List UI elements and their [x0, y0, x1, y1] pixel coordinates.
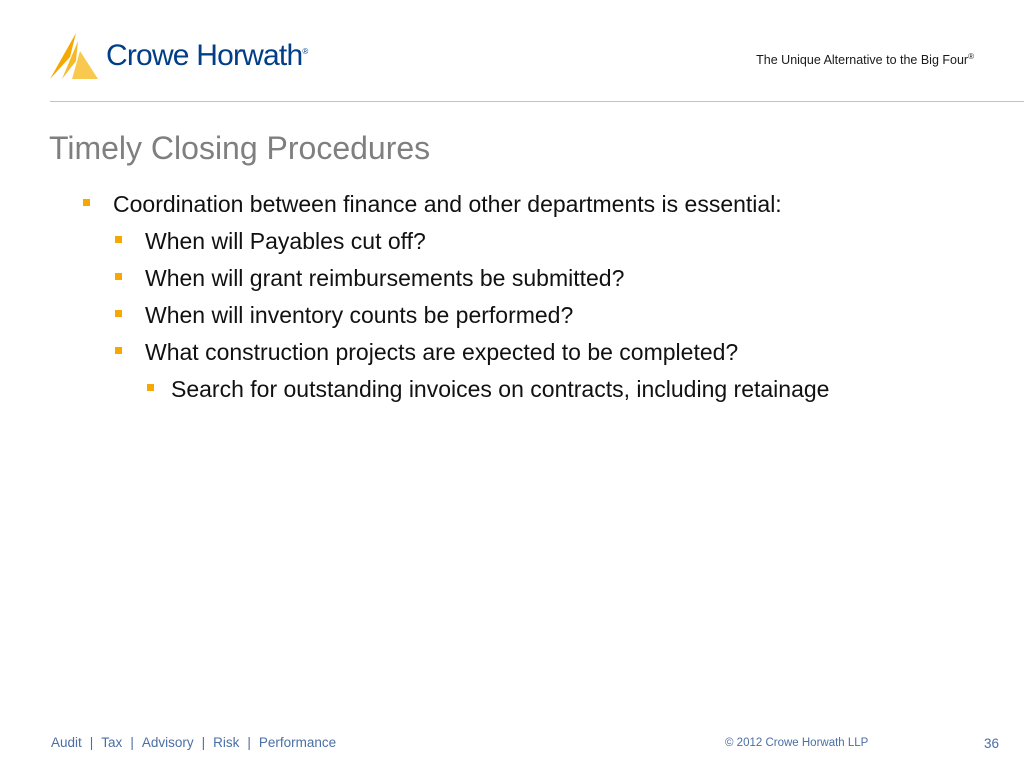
bullet-item: What construction projects are expected to be completed? — [0, 334, 1024, 371]
footer-item-audit: Audit — [51, 735, 82, 750]
bullet-item: When will inventory counts be performed? — [0, 297, 1024, 334]
footer-item-advisory: Advisory — [141, 735, 194, 750]
square-bullet-icon — [83, 199, 90, 206]
footer-separator: | — [201, 735, 206, 750]
bullet-list — [0, 186, 1024, 408]
square-bullet-icon — [115, 236, 122, 243]
copyright-notice: © 2012 Crowe Horwath LLP — [725, 737, 869, 749]
footer-separator: | — [130, 735, 134, 750]
square-bullet-icon — [147, 384, 154, 391]
slide-title: Timely Closing Procedures — [49, 130, 431, 166]
bullet-item: Coordination between finance and other departments is essential: — [0, 186, 1024, 223]
footer-separator: | — [89, 735, 94, 750]
bullet-item: When will Payables cut off? — [0, 223, 1024, 260]
footer-separator: | — [247, 735, 251, 750]
footer-item-tax: Tax — [101, 735, 123, 750]
bullet-item: When will grant reimbursements be submitted? — [0, 260, 1024, 297]
bullet-item: Search for outstanding invoices on contracts, including retainage — [0, 371, 1024, 408]
square-bullet-icon — [115, 273, 122, 280]
gold-flame-logo-icon — [48, 33, 98, 79]
company-logo — [48, 32, 307, 80]
header-divider — [50, 101, 1024, 102]
footer-item-performance: Performance — [258, 735, 337, 750]
page-number: 36 — [983, 736, 999, 751]
footer-item-risk: Risk — [213, 735, 240, 750]
square-bullet-icon — [115, 310, 122, 317]
tagline: The Unique Alternative to the Big Four® — [756, 52, 974, 68]
logo-wordmark: Crowe Horwath® — [106, 39, 308, 72]
footer-service-lines — [51, 735, 336, 750]
square-bullet-icon — [115, 347, 122, 354]
